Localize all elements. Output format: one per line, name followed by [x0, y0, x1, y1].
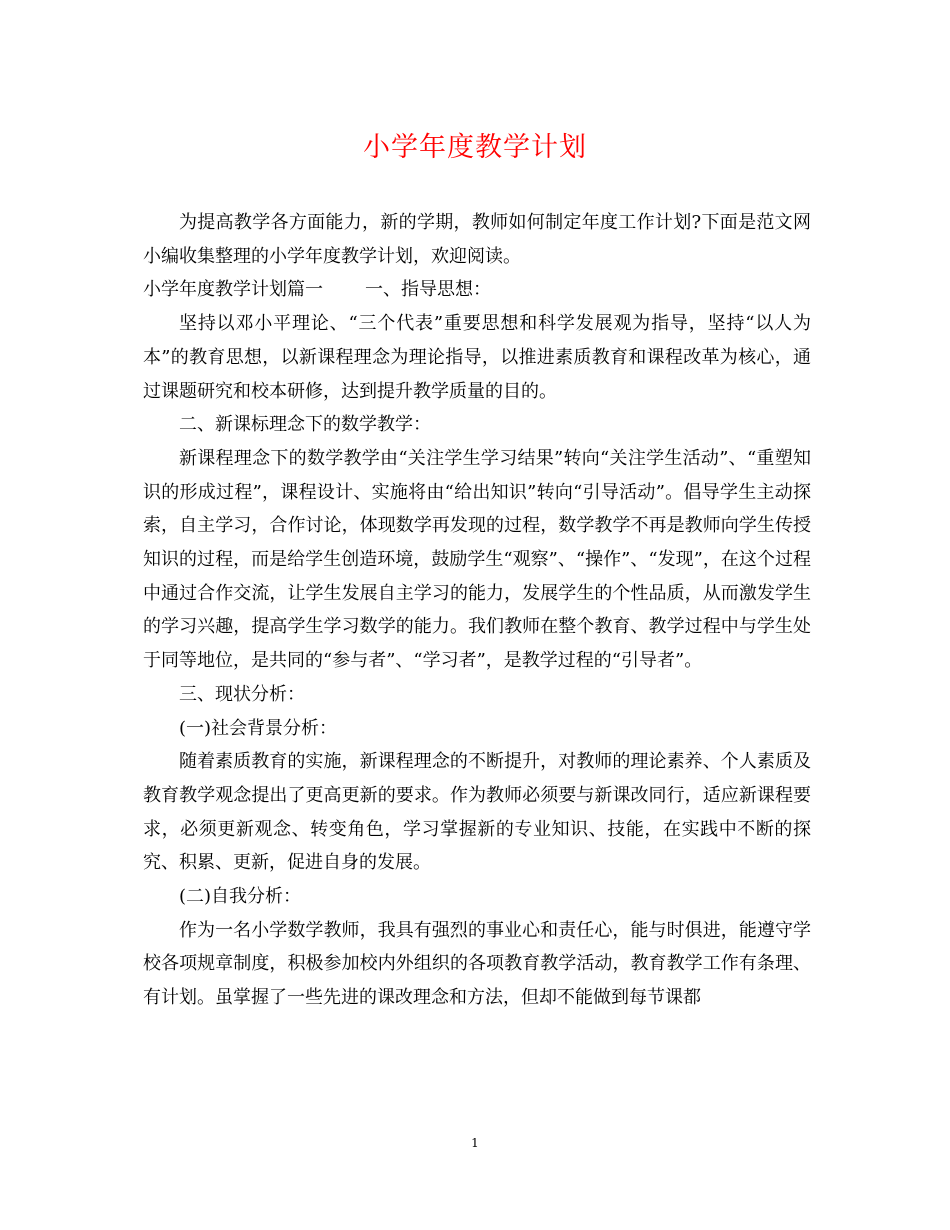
page-number: 1: [471, 1136, 479, 1150]
status-analysis-heading: 三、现状分析：: [179, 683, 305, 705]
guiding-thought-heading: 一、指导思想：: [365, 279, 491, 301]
math-teaching-heading: 二、新课标理念下的数学教学：: [179, 414, 431, 436]
self-analysis-heading: (二)自我分析：: [179, 886, 302, 908]
section-heading-line: [143, 273, 811, 307]
social-background-paragraph: 随着素质教育的实施，新课程理念的不断提升，对教师的理论素养、个人素质及教育教学观念提出了更高更新的要求。作为教师必须要与新课改同行，适应新课程要求，必须更新观念、转变角色，学习掌握新的专业知识、技能，在实践中不断的探究、积累、更新，促进自身的发展。: [143, 751, 811, 874]
self-analysis-paragraph: 作为一名小学数学教师，我具有强烈的事业心和责任心，能与时俱进，能遵守学校各项规章制度，积极参加校内外组织的各项教育教学活动，教育教学工作有条理、有计划。虽掌握了一些先进的课改理念和方法，但却不能做到每节课都: [143, 919, 811, 1009]
document-title: 小学年度教学计划: [363, 132, 587, 163]
document-body: [143, 206, 811, 1015]
part-label: 小学年度教学计划篇一: [143, 279, 323, 301]
social-background-heading: (一)社会背景分析：: [179, 717, 338, 739]
math-teaching-paragraph: 新课程理念下的数学教学由“关注学生学习结果”转向“关注学生活动”、“重塑知识的形成过程”，课程设计、实施将由“给出知识”转向“引导活动”。倡导学生主动探索，自主学习，合作讨论，体现数学再发现的过程，数学教学不再是教师向学生传授知识的过程，而是给学生创造环境，鼓励学生“观察”、“操作”、“发现”，在这个过程中通过合作交流，让学生发展自主学习的能力，发展学生的个性品质，从而激发学生的学习兴趣，提高学生学习数学的能力。我们教师在整个教育、教学过程中与学生处于同等地位，是共同的“参与者”、“学习者”，是教学过程的“引导者”。: [143, 447, 811, 672]
guiding-thought-paragraph: 坚持以邓小平理论、“三个代表”重要思想和科学发展观为指导，坚持“以人为本”的教育思想，以新课程理念为理论指导，以推进素质教育和课程改革为核心，通过课题研究和校本研修，达到提升教学质量的目的。: [143, 313, 811, 402]
intro-paragraph: 为提高教学各方面能力，新的学期，教师如何制定年度工作计划?下面是范文网小编收集整理的小学年度教学计划，欢迎阅读。: [143, 212, 811, 267]
